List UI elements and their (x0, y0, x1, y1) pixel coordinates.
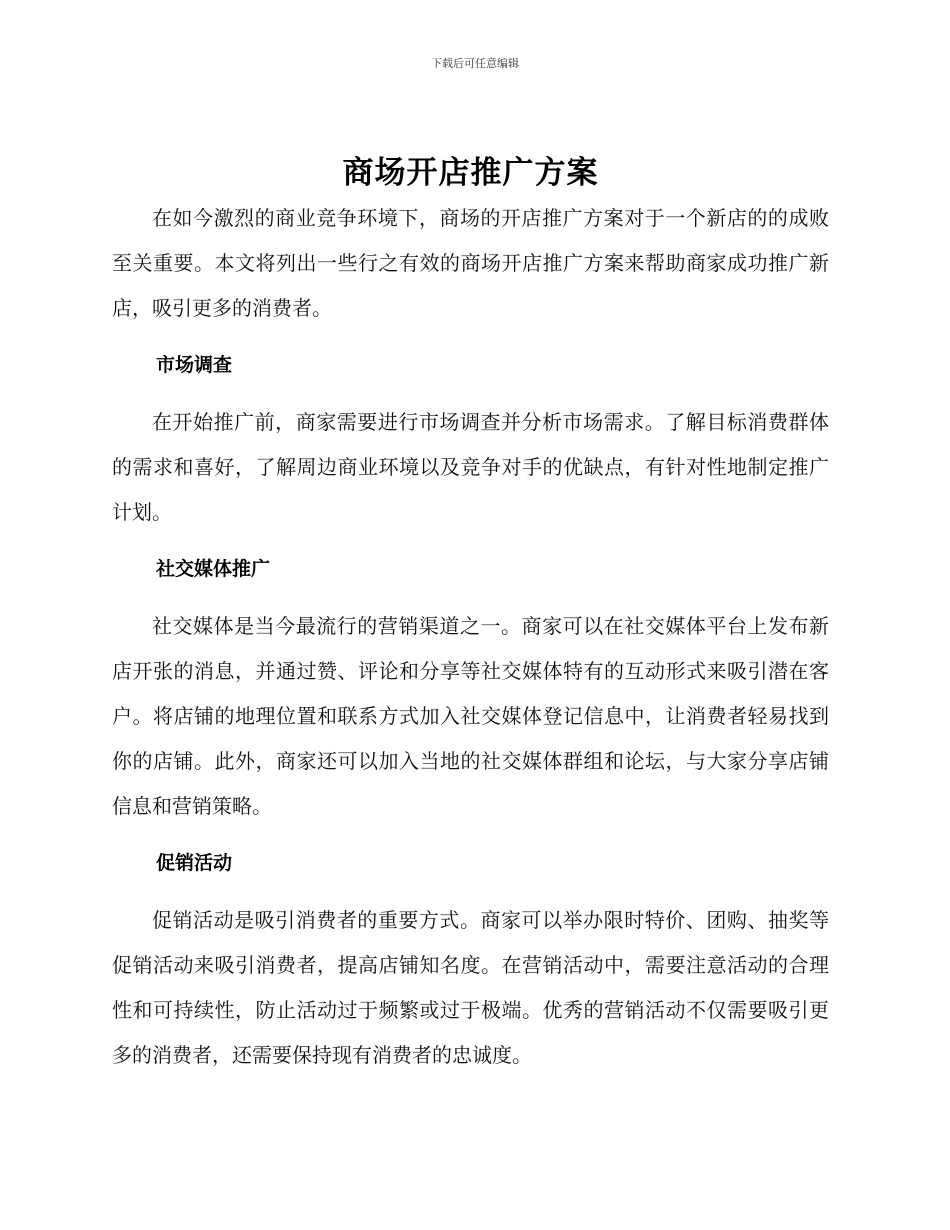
section-heading-promotions: 促销活动 (156, 852, 233, 874)
section-heading-social-media: 社交媒体推广 (156, 558, 271, 580)
document-body (112, 150, 829, 1078)
header-note: 下载后可任意编辑 (431, 57, 519, 70)
section-body-social-media: 社交媒体是当今最流行的营销渠道之一。商家可以在社交媒体平台上发布新店开张的消息，并通过赞、评论和分享等社交媒体特有的互动形式来吸引潜在客户。将店铺的地理位置和联系方式加入社交媒体登记信息中，让消费者轻易找到你的店铺。此外，商家还可以加入当地的社交媒体群组和论坛，与大家分享店铺信息和营销策略。 (112, 614, 829, 818)
section-body-promotions: 促销活动是吸引消费者的重要方式。商家可以举办限时特价、团购、抽奖等促销活动来吸引消费者，提高店铺知名度。在营销活动中，需要注意活动的合理性和可持续性，防止活动过于频繁或过于极端。优秀的营销活动不仅需要吸引更多的消费者，还需要保持现有消费者的忠诚度。 (112, 908, 829, 1067)
section-body-market-research: 在开始推广前，商家需要进行市场调查并分析市场需求。了解目标消费群体的需求和喜好，了解周边商业环境以及竞争对手的优缺点，有针对性地制定推广计划。 (112, 410, 829, 524)
intro-paragraph: 在如今激烈的商业竞争环境下，商场的开店推广方案对于一个新店的的成败至关重要。本文将列出一些行之有效的商场开店推广方案来帮助商家成功推广新店，吸引更多的消费者。 (112, 206, 829, 320)
section-heading-market-research: 市场调查 (156, 354, 233, 376)
document-title: 商场开店推广方案 (342, 155, 599, 191)
